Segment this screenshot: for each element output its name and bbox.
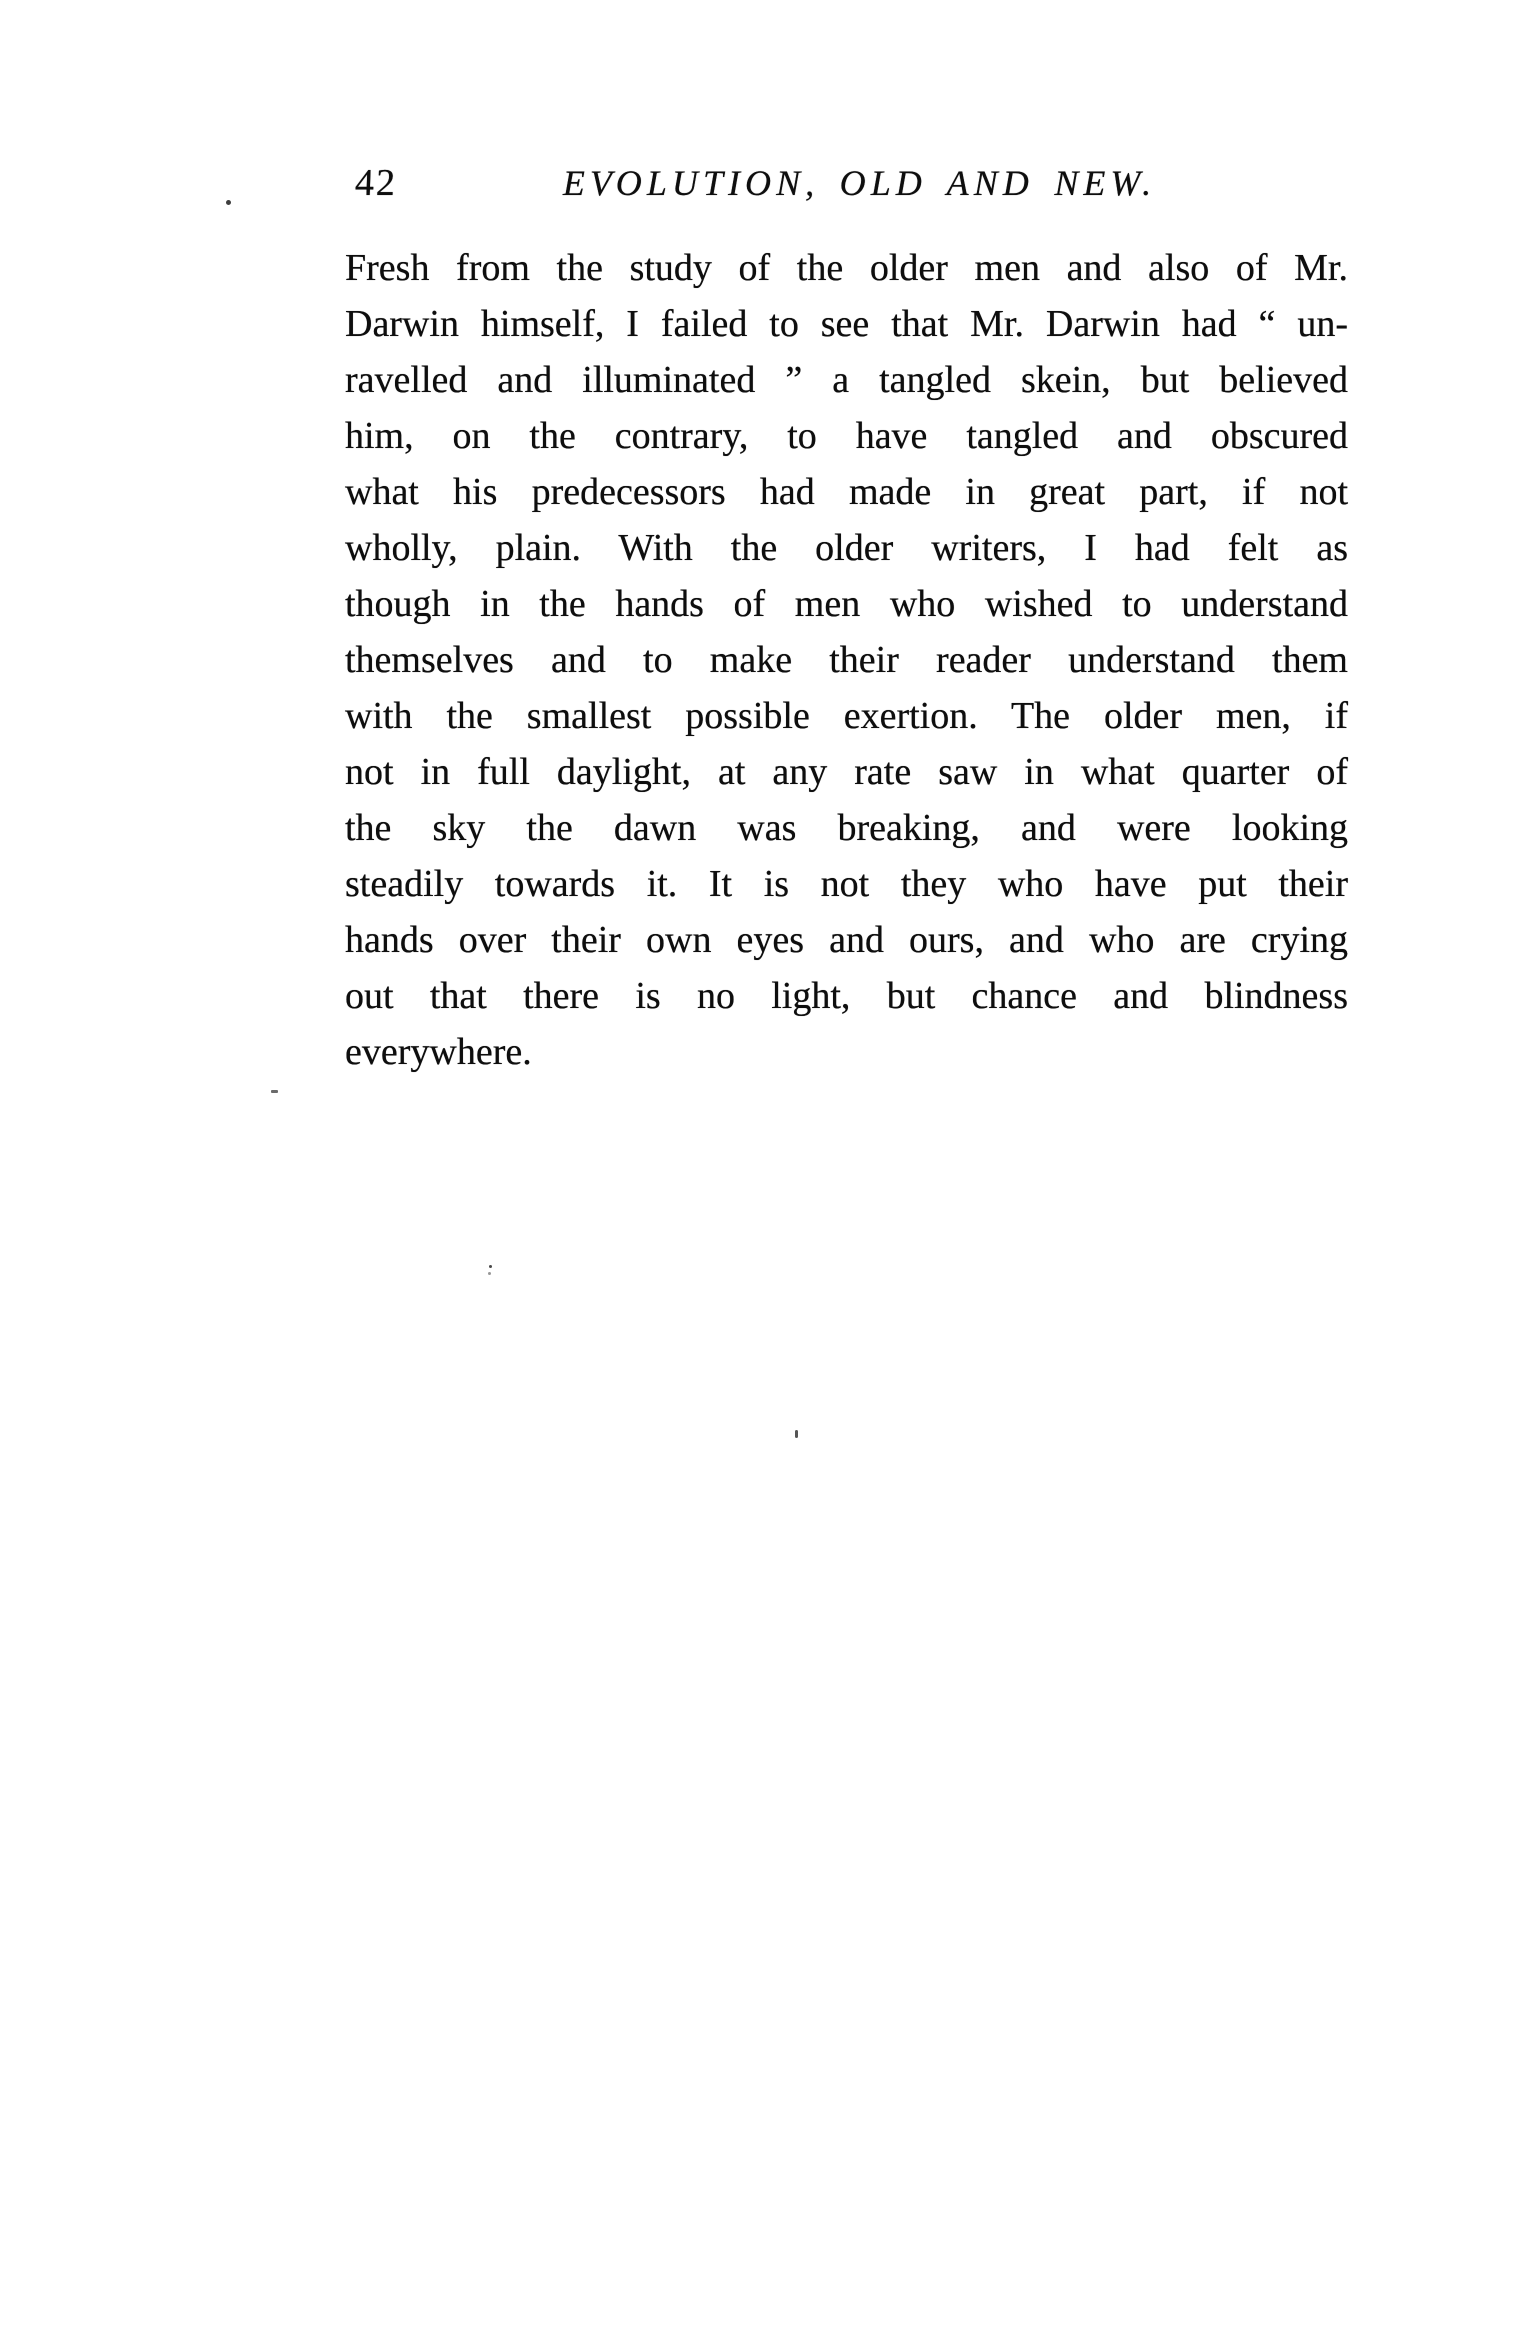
- text-line: out that there is no light, but chance and blindness: [345, 975, 1348, 1017]
- text-line: hands over their own eyes and ours, and who are crying: [345, 919, 1348, 961]
- text-line: the sky the dawn was breaking, and were looking: [345, 807, 1348, 849]
- text-line: themselves and to make their reader understand them: [345, 639, 1348, 681]
- text-line: with the smallest possible exertion. The older men, if: [345, 695, 1348, 737]
- scan-speck: [489, 1265, 492, 1268]
- text-line: ravelled and illuminated ” a tangled skein, but believed: [345, 359, 1348, 401]
- page-number: 42: [354, 162, 398, 204]
- text-line: everywhere.: [345, 1031, 532, 1073]
- page-header: [345, 160, 1348, 206]
- text-line: though in the hands of men who wished to understand: [345, 583, 1348, 625]
- scan-speck: [795, 1430, 798, 1438]
- scan-speck: [226, 200, 231, 205]
- running-title: EVOLUTION, OLD AND NEW.: [562, 163, 1157, 203]
- text-line: Darwin himself, I failed to see that Mr. Darwin had “ un-: [345, 303, 1348, 345]
- text-line: wholly, plain. With the older writers, I had felt as: [345, 527, 1348, 569]
- text-line: steadily towards it. It is not they who have put their: [345, 863, 1348, 905]
- text-line: Fresh from the study of the older men and also of Mr.: [345, 247, 1348, 289]
- text-line: not in full daylight, at any rate saw in what quarter of: [345, 751, 1348, 793]
- scan-speck: [271, 1090, 278, 1093]
- body-paragraph: [345, 240, 1348, 1080]
- text-line: him, on the contrary, to have tangled and obscured: [345, 415, 1348, 457]
- text-line: what his predecessors had made in great part, if not: [345, 471, 1348, 513]
